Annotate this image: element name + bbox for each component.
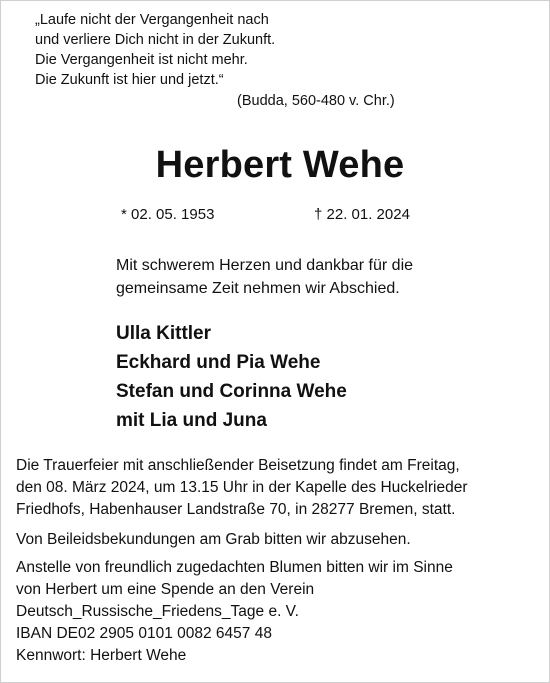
quote <box>35 10 455 90</box>
donation-keyword: Kennwort: Herbert Wehe <box>16 647 187 664</box>
farewell-line: Mit schwerem Herzen und dankbar für die <box>116 257 414 274</box>
birth-date: * 02. 05. 1953 <box>121 206 215 223</box>
ceremony-line: Die Trauerfeier mit anschließender Beisetzung findet am Freitag, <box>16 457 460 474</box>
farewell-text <box>116 254 536 300</box>
condolences-note <box>16 529 541 551</box>
quote-line: und verliere Dich nicht in der Zukunft. <box>35 32 276 48</box>
ceremony-line: Friedhofs, Habenhauser Landstraße 70, in 28277 Bremen, statt. <box>16 501 456 518</box>
farewell-line: gemeinsame Zeit nehmen wir Abschied. <box>116 280 400 297</box>
donation-iban: IBAN DE02 2905 0101 0082 6457 48 <box>16 625 272 642</box>
death-date: † 22. 01. 2024 <box>314 206 410 223</box>
quote-line: Die Vergangenheit ist nicht mehr. <box>35 52 248 68</box>
deceased-name: Herbert Wehe <box>155 144 405 186</box>
donation-association: Deutsch_Russische_Friedens_Tage e. V. <box>16 603 299 620</box>
family-member: Ulla Kittler <box>116 323 212 344</box>
donation-line: von Herbert um eine Spende an den Verein <box>16 581 315 598</box>
family-list <box>116 319 347 435</box>
family-member: Stefan und Corinna Wehe <box>116 381 347 402</box>
donation-line: Anstelle von freundlich zugedachten Blumen bitten wir im Sinne <box>16 559 453 576</box>
quote-line: Die Zukunft ist hier und jetzt.“ <box>35 72 224 88</box>
family-member: mit Lia und Juna <box>116 410 267 431</box>
quote-source: (Budda, 560-480 v. Chr.) <box>237 93 395 109</box>
ceremony-info <box>16 455 541 521</box>
condolences-line: Von Beileidsbekundungen am Grab bitten wir abzusehen. <box>16 531 411 548</box>
donation-info <box>16 557 541 667</box>
family-member: Eckhard und Pia Wehe <box>116 352 321 373</box>
quote-line: „Laufe nicht der Vergangenheit nach <box>35 12 269 28</box>
ceremony-line: den 08. März 2024, um 13.15 Uhr in der Kapelle des Huckelrieder <box>16 479 468 496</box>
